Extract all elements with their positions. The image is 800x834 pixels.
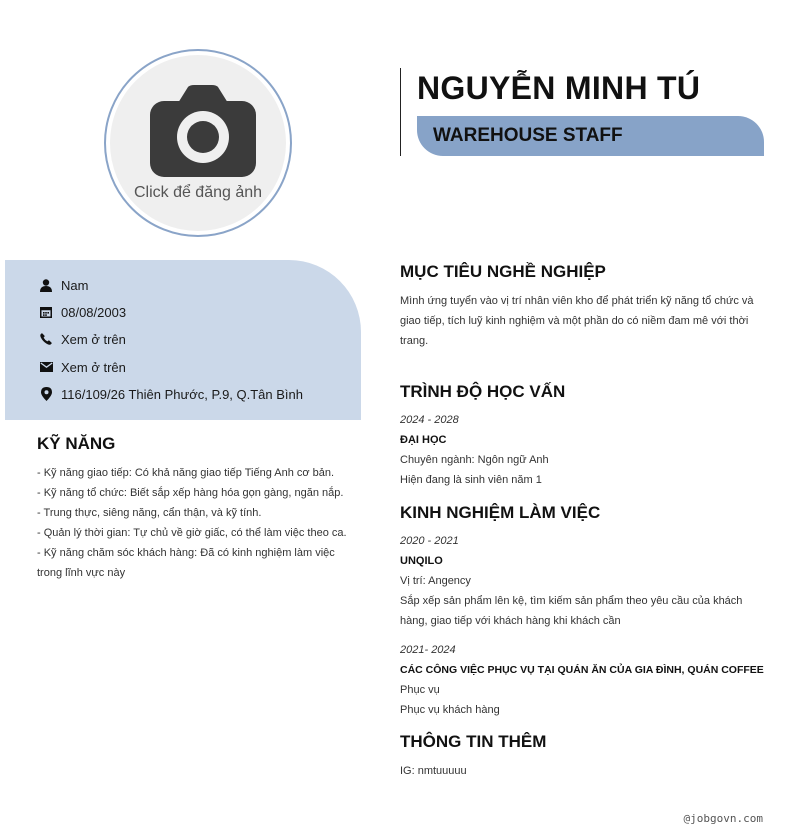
calendar-icon [39, 305, 53, 319]
address-row [39, 384, 303, 404]
camera-icon [150, 85, 256, 177]
skills-list [37, 463, 357, 583]
job-title: WAREHOUSE STAFF [433, 125, 623, 146]
education-school: ĐẠI HỌC [400, 434, 447, 446]
list-item: trong lĩnh vực này [37, 567, 126, 579]
extra-info-heading: THÔNG TIN THÊM [400, 732, 547, 751]
phone-icon [39, 332, 53, 346]
education-date: 2024 - 2028 [400, 414, 459, 426]
job-description: hàng, giao tiếp với khách hàng khi khách cần [400, 615, 621, 627]
person-icon [39, 278, 53, 292]
dob-row [39, 302, 126, 322]
list-item: - Kỹ năng chăm sóc khách hàng: Đã có kinh nghiệm làm việc [37, 547, 335, 559]
gender-value: Nam [61, 277, 89, 293]
email-value: Xem ở trên [61, 359, 126, 375]
skills-heading: KỸ NĂNG [37, 434, 116, 453]
footer-watermark: @jobgovn.com [683, 812, 763, 825]
job-company: CÁC CÔNG VIỆC PHỤC VỤ TẠI QUÁN ĂN CỦA GIA ĐÌNH, QUÁN COFFEE [400, 664, 764, 676]
phone-value: Xem ở trên [61, 331, 126, 347]
experience-entry [400, 531, 763, 631]
job-date: 2020 - 2021 [400, 535, 459, 547]
gender-row [39, 275, 88, 295]
list-item: - Quản lý thời gian: Tự chủ về giờ giấc, có thể làm việc theo ca. [37, 527, 347, 539]
name-header [400, 68, 764, 156]
job-date: 2021- 2024 [400, 644, 456, 656]
upload-photo-label: Click để đăng ảnh [133, 184, 263, 201]
job-title-bar [417, 116, 764, 156]
education-major: Chuyên ngành: Ngôn ngữ Anh [400, 454, 549, 466]
objective-line: giao tiếp, tích luỹ kinh nghiệm và một phần do có niềm đam mê với thời [400, 315, 749, 327]
objective-text [400, 291, 763, 351]
phone-row [39, 329, 126, 349]
education-status: Hiện đang là sinh viên năm 1 [400, 474, 542, 486]
job-company: UNQILO [400, 555, 443, 567]
education-heading: TRÌNH ĐỘ HỌC VẤN [400, 382, 566, 401]
email-row [39, 357, 126, 377]
envelope-icon [39, 360, 53, 374]
full-name: NGUYỄN MINH TÚ [417, 70, 701, 106]
list-item: - Trung thực, siêng năng, cẩn thận, và kỹ tính. [37, 507, 262, 519]
job-role: Phục vụ [400, 684, 440, 696]
address-value: 116/109/26 Thiên Phước, P.9, Q.Tân Bình [61, 386, 303, 402]
contact-panel [5, 260, 361, 420]
location-pin-icon [39, 387, 53, 401]
list-item: - Kỹ năng giao tiếp: Có khả năng giao tiếp Tiếng Anh cơ bản. [37, 467, 335, 479]
objective-line: trang. [400, 335, 429, 347]
avatar-placeholder [110, 55, 286, 231]
avatar-upload[interactable] [104, 49, 292, 237]
objective-line: Mình ứng tuyển vào vị trí nhân viên kho để phát triển kỹ năng tổ chức và [400, 295, 754, 307]
objective-heading: MỤC TIÊU NGHỀ NGHIỆP [400, 262, 606, 281]
list-item: - Kỹ năng tổ chức: Biết sắp xếp hàng hóa gọn gàng, ngăn nắp. [37, 487, 344, 499]
job-role: Vị trí: Angency [400, 575, 471, 587]
education-entry [400, 410, 763, 490]
experience-entry [400, 640, 763, 720]
extra-info-text: IG: nmtuuuuu [400, 765, 467, 777]
job-description: Sắp xếp sản phẩm lên kệ, tìm kiếm sản phẩm theo yêu cầu của khách [400, 595, 743, 607]
experience-heading: KINH NGHIỆM LÀM VIỆC [400, 503, 601, 522]
dob-value: 08/08/2003 [61, 304, 127, 320]
job-description: Phục vụ khách hàng [400, 704, 500, 716]
